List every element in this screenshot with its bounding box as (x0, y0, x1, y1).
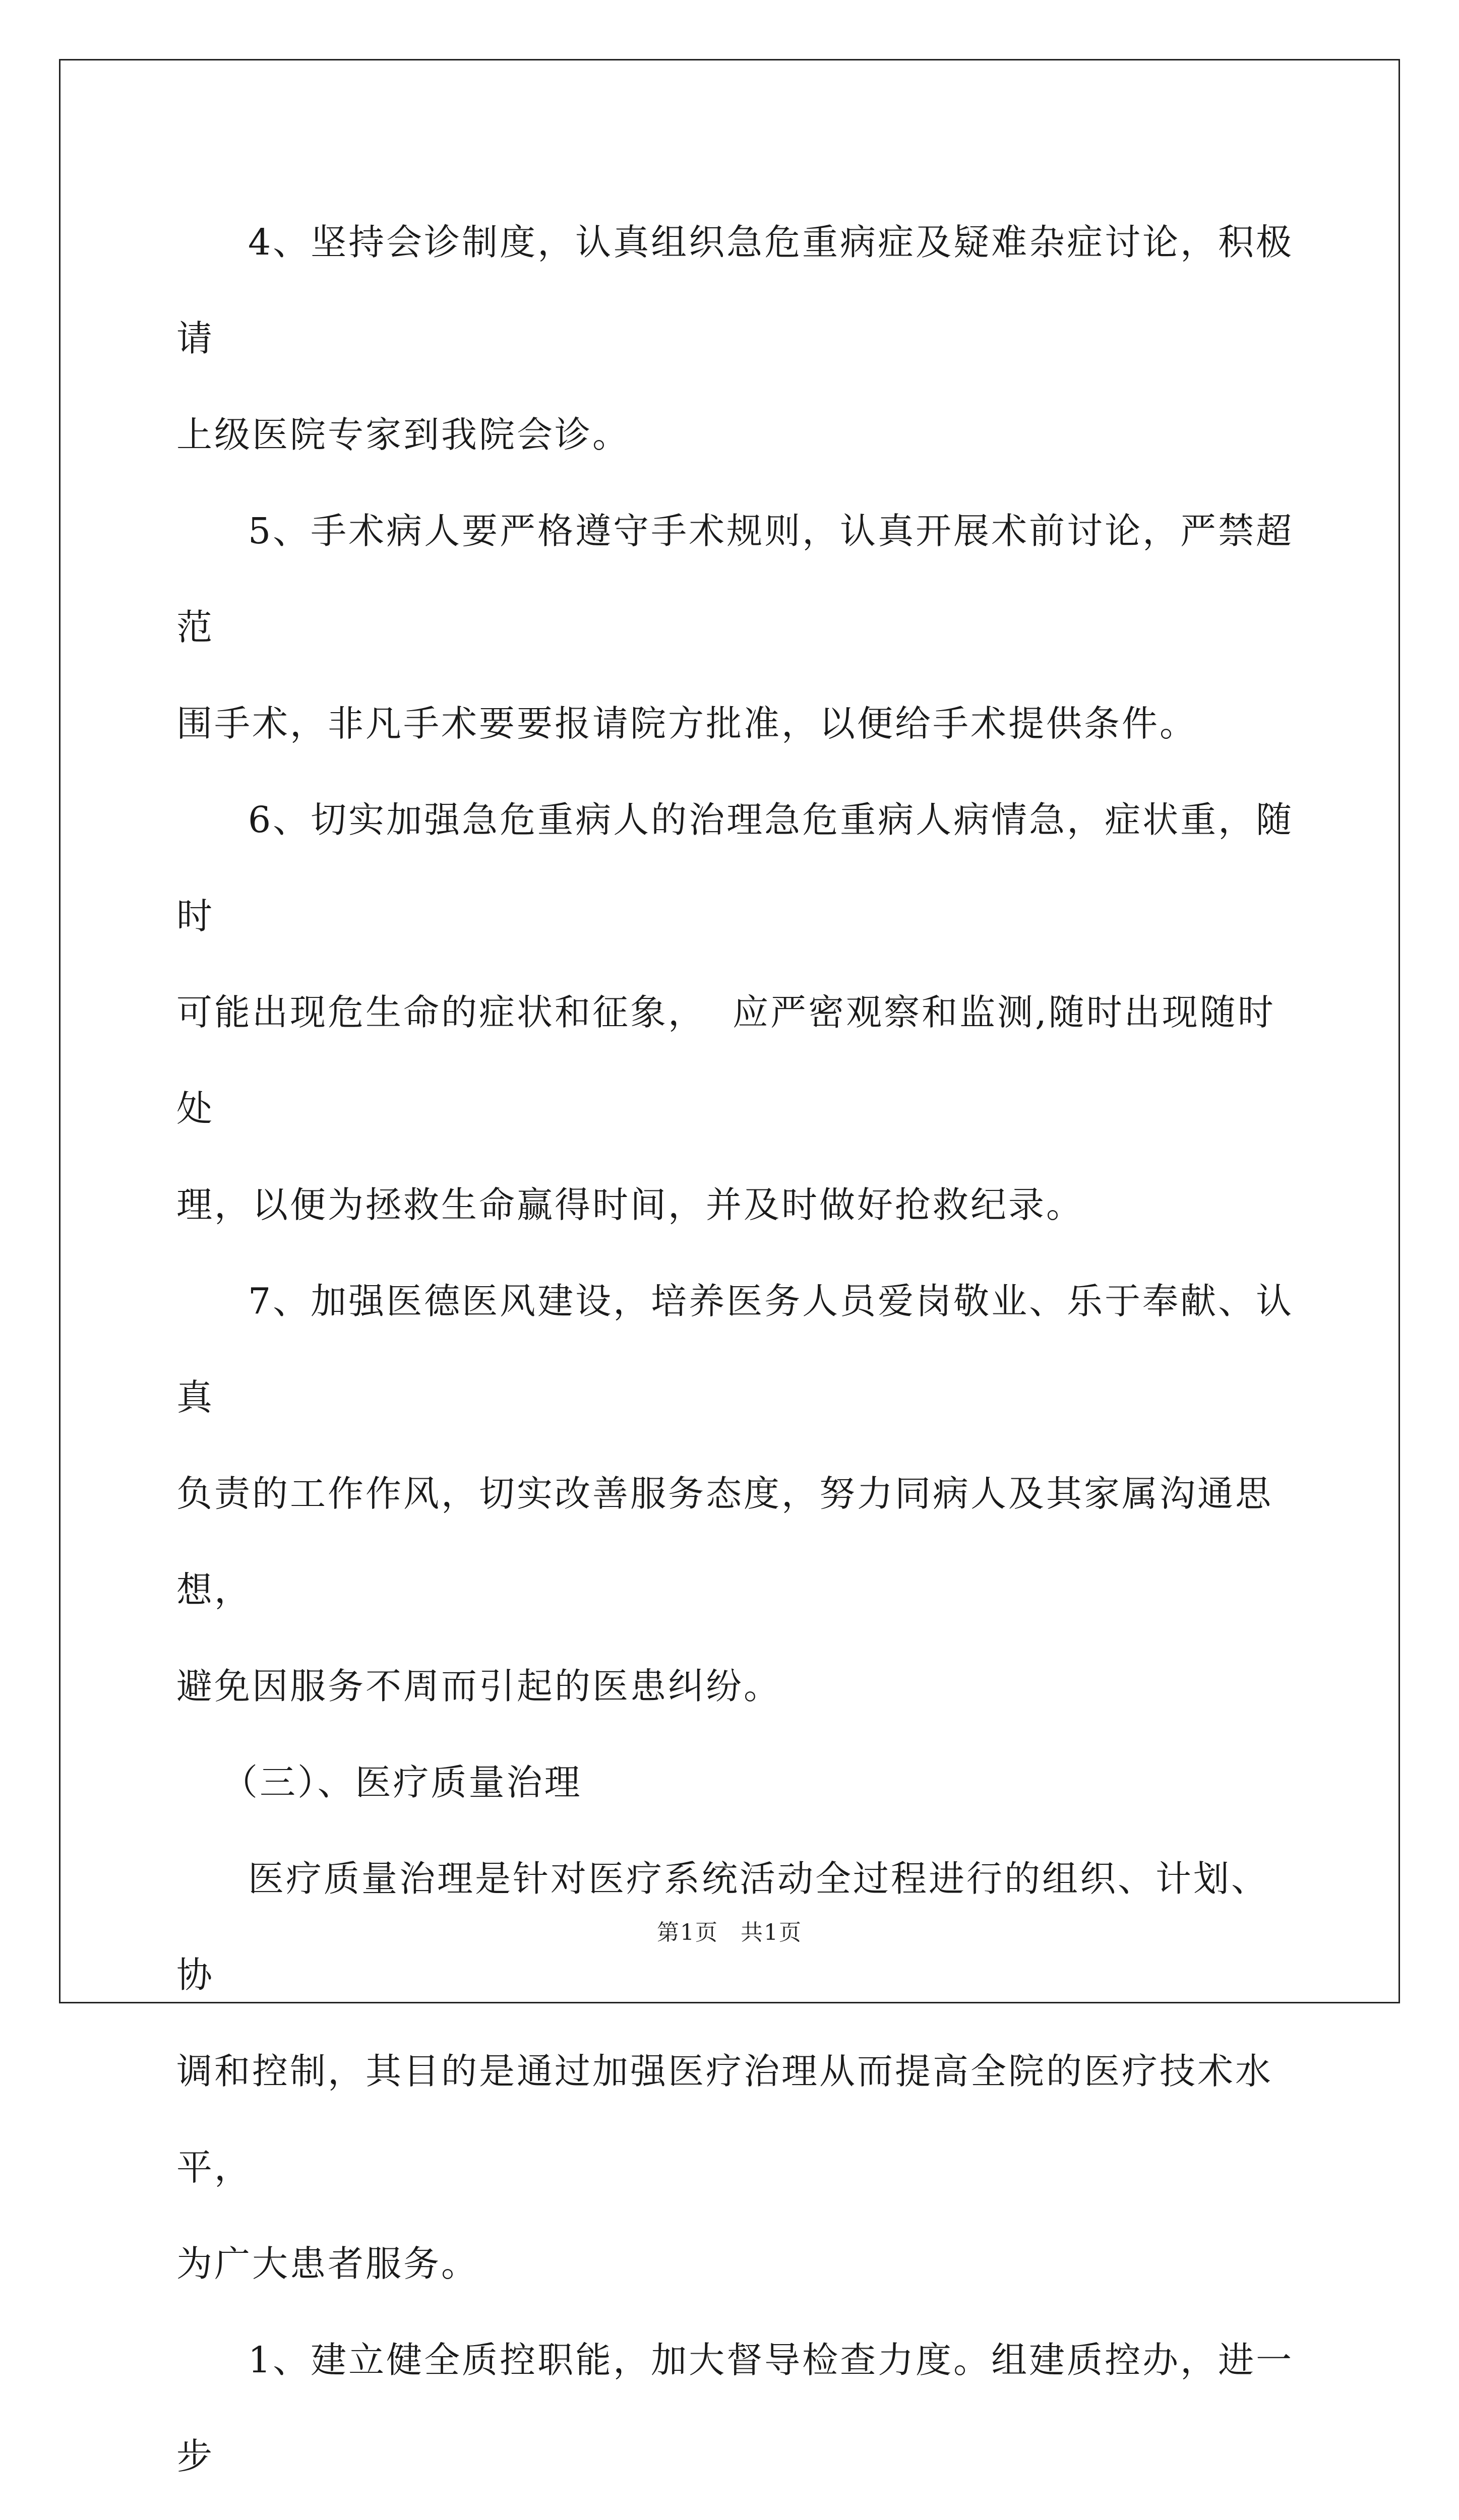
section-heading-text: （三）、医疗质量治理 (222, 1761, 582, 1803)
page-footer (0, 1914, 1459, 1946)
paragraph-line: 医疗质量治理是针对医疗系统活动全过程进行的组织、计划、协 (176, 1858, 1269, 1996)
paragraph-line: 7、加强医德医风建设，培养医务人员爱岗敬业、乐于奉献、认真 (176, 1280, 1294, 1418)
paragraph-line: 调和控制，其目的是通过加强医疗治理从而提高全院的医疗技术水平， (176, 2050, 1273, 2188)
paragraph-line: 1、建立健全质控职能，加大督导检查力度。组建质控办，进一步 (176, 2339, 1294, 2477)
page-number: 第1页 (657, 1920, 718, 1945)
paragraph-line: 5、手术病人要严格遵守手术规则，认真开展术前讨论，严禁超范 (176, 510, 1294, 648)
paragraph-line: 4、坚持会诊制度，认真组织急危重病症及疑难杂症讨论，积极请 (176, 221, 1294, 359)
paragraph-line: 避免因服务不周而引起的医患纠纷。 (176, 1665, 782, 1707)
paragraph-line: 围手术，非凡手术要要报请院方批准，以便给手术提供条件。 (176, 703, 1198, 744)
paragraph-line: 负责的工作作风，切实改善服务态度，努力同病人及其家属沟通思想， (176, 1473, 1273, 1611)
paragraph-line: 6、切实加强急危重病人的治理急危重病人病情急，症状重，随时 (176, 799, 1294, 937)
paragraph-line: 为广大患者服务。 (176, 2243, 479, 2285)
paragraph-item-5 (176, 483, 1306, 772)
paragraph-line: 理，以便为拯救生命赢得时间，并及时做好抢救纪录。 (176, 1184, 1084, 1226)
paragraph-item-4 (176, 194, 1306, 483)
section-heading (176, 1734, 1306, 1831)
page-total: 共1页 (741, 1920, 802, 1945)
document-body (176, 194, 1306, 2520)
paragraph-intro (176, 1831, 1306, 2312)
paragraph-item-7 (176, 1253, 1306, 1734)
paragraph-line: 可能出现危生命的症状和征象， 应严密观察和监测,随时出现随时处 (176, 991, 1275, 1129)
paragraph-item-6 (176, 772, 1306, 1253)
paragraph-item-1 (176, 2312, 1306, 2520)
paragraph-line: 上级医院专家到我院会诊。 (176, 414, 631, 456)
